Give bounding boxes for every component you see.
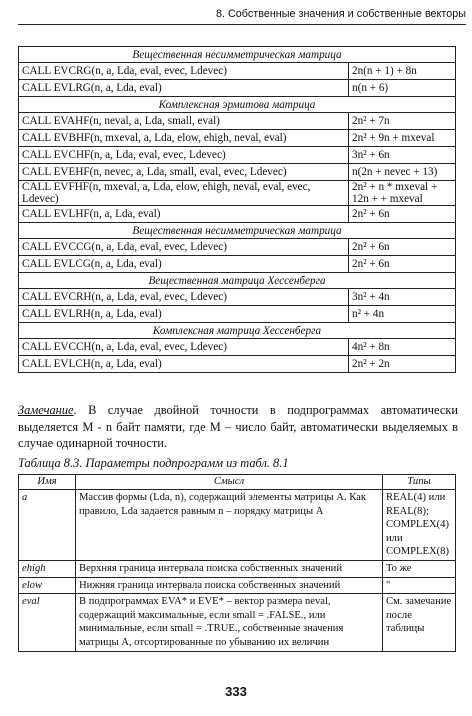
call-signature: CALL EVCCH(n, a, Lda, eval, evec, Ldevec) [19, 339, 349, 356]
call-row [19, 339, 456, 356]
call-signature: CALL EVFHF(n, mxeval, a, Lda, elow, ehigh, neval, eval, evec, Ldevec) [19, 181, 349, 206]
parameter-name: a [19, 490, 76, 561]
header-types: Типы [383, 475, 456, 490]
call-signature: CALL EVLRH(n, a, Lda, eval) [19, 306, 349, 323]
memory-complexity: 3n² + 6n [349, 147, 456, 164]
memory-complexity: n(n + 6) [349, 80, 456, 97]
parameter-meaning: Массив формы (Lda, n), содержащий элементы матрицы A. Как правило, Lda задается равным n – порядку матрицы A [76, 490, 383, 561]
call-signature: CALL EVLCG(n, a, Lda, eval) [19, 256, 349, 273]
memory-complexity: 2n² + 9n + mxeval [349, 130, 456, 147]
parameter-types: То же [383, 560, 456, 577]
section-row [19, 273, 456, 289]
call-signature: CALL EVEHF(n, nevec, a, Lda, small, eval, evec, Ldevec) [19, 164, 349, 181]
call-signature: CALL EVAHF(n, neval, a, Lda, small, eval) [19, 113, 349, 130]
call-row [19, 113, 456, 130]
memory-complexity: 4n² + 8n [349, 339, 456, 356]
memory-complexity: 2n² + 2n [349, 356, 456, 373]
section-title: Вещественная матрица Хессенберга [19, 273, 456, 289]
subroutine-calls-table [18, 46, 456, 373]
call-signature: CALL EVLRG(n, a, Lda, eval) [19, 80, 349, 97]
call-row [19, 289, 456, 306]
header-meaning: Смысл [76, 475, 383, 490]
call-row [19, 256, 456, 273]
section-title: Комплексная эрмитова матрица [19, 97, 456, 113]
parameter-row [19, 577, 456, 594]
call-row [19, 63, 456, 80]
header-name: Имя [19, 475, 76, 490]
call-signature: CALL EVCRG(n, a, Lda, eval, evec, Ldevec) [19, 63, 349, 80]
parameter-row [19, 594, 456, 651]
parameter-name: elow [19, 577, 76, 594]
call-row [19, 206, 456, 223]
note-text: . В случае двойной точности в подпрограммах автоматически выделяется M - n байт памяти, где M – число байт, автоматически выделяемых в случае одинарной точности. [18, 403, 458, 451]
section-title: Вещественная несимметрическая матрица [19, 47, 456, 63]
memory-complexity: 2n² + 6n [349, 256, 456, 273]
call-row [19, 130, 456, 147]
section-title: Вещественная несимметрическая матрица [19, 223, 456, 239]
parameters-table [18, 474, 456, 652]
parameter-row [19, 490, 456, 561]
parameter-meaning: Верхняя граница интервала поиска собственных значений [76, 560, 383, 577]
parameters-header-row [19, 475, 456, 490]
call-signature: CALL EVLHF(n, a, Lda, eval) [19, 206, 349, 223]
call-row [19, 239, 456, 256]
parameter-meaning: В подпрограммах EVA* и EVE* – вектор размера neval, содержащий максимальные, если small = .FALSE., или минимальные, если small = .TRUE., собственные значения матрицы A, отсортированные по убыванию их величин [76, 594, 383, 651]
section-row [19, 223, 456, 239]
section-title: Комплексная матрица Хессенберга [19, 323, 456, 339]
section-row [19, 47, 456, 63]
section-row [19, 97, 456, 113]
parameter-types: См. замечание после таблицы [383, 594, 456, 651]
note-label: Замечание [18, 403, 74, 417]
memory-complexity: n² + 4n [349, 306, 456, 323]
call-row [19, 181, 456, 206]
table-caption: Таблица 8.3. Параметры подпрограмм из табл. 8.1 [18, 456, 289, 470]
parameter-row [19, 560, 456, 577]
call-row [19, 356, 456, 373]
note-paragraph [18, 402, 458, 452]
parameter-meaning: Нижняя граница интервала поиска собственных значений [76, 577, 383, 594]
parameter-types: REAL(4) или REAL(8); COMPLEX(4) или COMPLEX(8) [383, 490, 456, 561]
call-row [19, 147, 456, 164]
call-signature: CALL EVBHF(n, mxeval, a, Lda, elow, ehigh, neval, eval) [19, 130, 349, 147]
running-header: 8. Собственные значения и собственные векторы [18, 4, 466, 25]
call-row [19, 306, 456, 323]
call-signature: CALL EVLCH(n, a, Lda, eval) [19, 356, 349, 373]
parameter-name: eval [19, 594, 76, 651]
memory-complexity: n(2n + nevec + 13) [349, 164, 456, 181]
call-row [19, 80, 456, 97]
parameter-types: " [383, 577, 456, 594]
call-signature: CALL EVCCG(n, a, Lda, eval, evec, Ldevec) [19, 239, 349, 256]
call-signature: CALL EVCHF(n, a, Lda, eval, evec, Ldevec) [19, 147, 349, 164]
memory-complexity: 2n² + n * mxeval + 12n + + mxeval [349, 181, 456, 206]
call-signature: CALL EVCRH(n, a, Lda, eval, evec, Ldevec) [19, 289, 349, 306]
section-row [19, 323, 456, 339]
call-row [19, 164, 456, 181]
page-number: 333 [225, 684, 247, 699]
parameter-name: ehigh [19, 560, 76, 577]
memory-complexity: 2n(n + 1) + 8n [349, 63, 456, 80]
memory-complexity: 2n² + 6n [349, 206, 456, 223]
memory-complexity: 3n² + 4n [349, 289, 456, 306]
memory-complexity: 2n² + 7n [349, 113, 456, 130]
memory-complexity: 2n² + 6n [349, 239, 456, 256]
